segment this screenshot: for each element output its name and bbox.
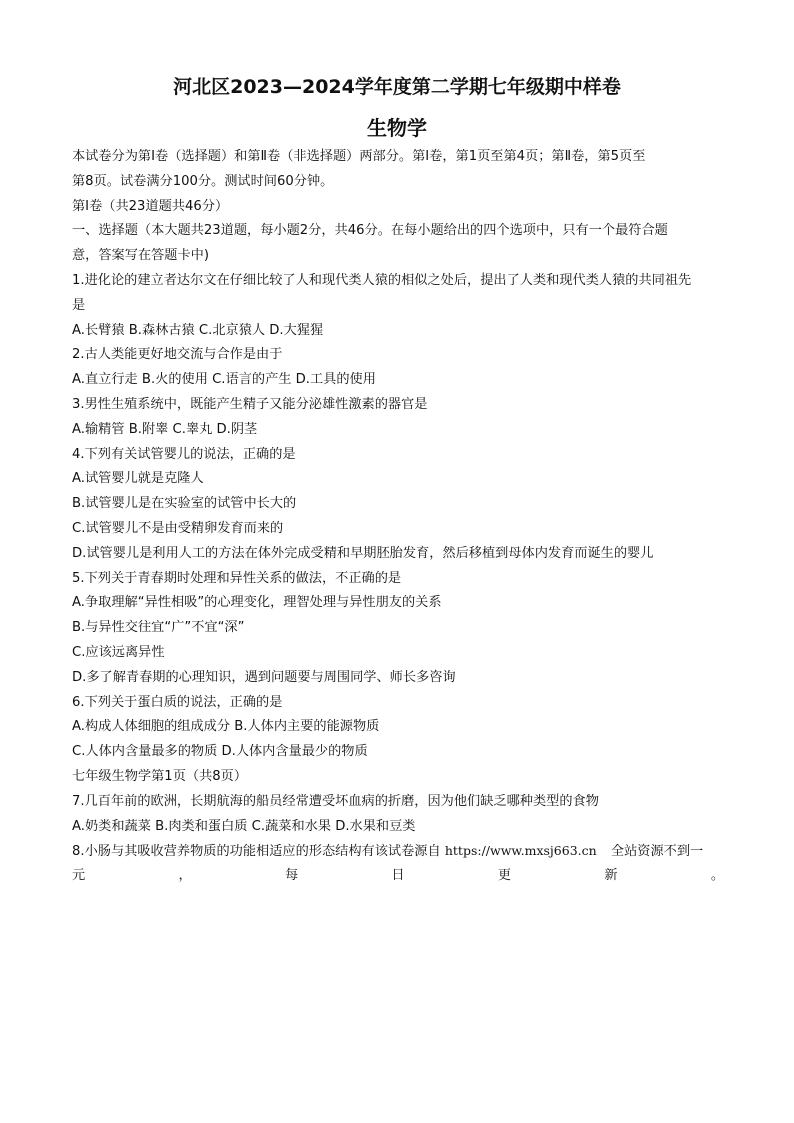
question-option: C.试管婴儿不是由受精卵发育而来的: [72, 520, 284, 536]
instructions: 意，答案写在答题卡中): [72, 248, 210, 264]
question-option: C.应该远离异性: [72, 644, 165, 660]
question-options: A.奶类和蔬菜 B.肉类和蛋白质 C.蔬菜和水果 D.水果和豆类: [72, 818, 416, 834]
question-options: A.直立行走 B.火的使用 C.语言的产生 D.工具的使用: [72, 372, 376, 388]
question-stem: 3.男性生殖系统中，既能产生精子又能分泌雄性激素的器官是: [72, 396, 428, 412]
question-option: D.试管婴儿是利用人工的方法在体外完成受精和早期胚胎发育，然后移植到母体内发育而诞生的婴儿: [72, 545, 654, 561]
question-stem: 4.下列有关试管婴儿的说法，正确的是: [72, 446, 296, 462]
intro-line: 第8页。试卷满分100分。测试时间60分钟。: [72, 173, 334, 189]
question-option: B.试管婴儿是在实验室的试管中长大的: [72, 496, 297, 512]
source-url: https://www.mxsj663.cn: [444, 843, 597, 859]
question-options: A.长臂猿 B.森林古猿 C.北京猿人 D.大猩猩: [72, 322, 324, 338]
spread-char: 日: [391, 868, 405, 884]
instructions: 一、选择题（本大题共23道题，每小题2分，共46分。在每小题给出的四个选项中，只有一个最符合题: [72, 223, 668, 239]
question-option: D.多了解青春期的心理知识，遇到问题要与周围同学、师长多咨询: [72, 669, 456, 685]
question-option: A.试管婴儿就是克隆人: [72, 471, 204, 487]
spread-char: ，: [178, 868, 192, 884]
spread-char: 元: [72, 868, 86, 884]
question-stem: 2.古人类能更好地交流与合作是由于: [72, 347, 283, 363]
question-text: 8.小肠与其吸收营养物质的功能相适应的形态结构有该试卷源自: [72, 844, 441, 860]
spread-char: 每: [284, 868, 299, 884]
question-options: A.输精管 B.附睾 C.睾丸 D.阴茎: [72, 421, 258, 437]
question-stem: 7.几百年前的欧洲，长期航海的船员经常遭受坏血病的折磨，因为他们缺乏哪种类型的食物: [72, 793, 599, 809]
question-stem: 是: [72, 297, 86, 313]
spread-char: 。: [710, 868, 724, 884]
intro-line: 本试卷分为第Ⅰ卷（选择题）和第Ⅱ卷（非选择题）两部分。第Ⅰ卷，第1页至第4页；第Ⅱ卷，第5页至: [72, 149, 646, 164]
subject-title: 生物学: [367, 116, 427, 140]
exam-body: [72, 145, 724, 889]
question-option: B.与异性交往宜“广”不宜“深”: [72, 620, 245, 636]
exam-title: 河北区2023—2024学年度第二学期七年级期中样卷: [173, 76, 621, 98]
question-options: A.构成人体细胞的组成成分 B.人体内主要的能源物质: [72, 719, 380, 735]
question-stem: [72, 839, 724, 864]
page-footer: 七年级生物学第1页（共8页）: [72, 768, 248, 784]
question-stem: 1.进化论的建立者达尔文在仔细比较了人和现代类人猿的相似之处后，提出了人类和现代类人猿的共同祖先: [72, 272, 692, 288]
question-stem: 6.下列关于蛋白质的说法，正确的是: [72, 694, 283, 710]
question-options: C.人体内含量最多的物质 D.人体内含量最少的物质: [72, 744, 368, 760]
spread-line: [72, 864, 724, 889]
section-heading: 第Ⅰ卷（共23道题共46分）: [72, 198, 229, 214]
spread-char: 更: [497, 868, 512, 884]
question-option: A.争取理解“异性相吸”的心理变化，理智处理与异性朋友的关系: [72, 595, 442, 611]
question-stem: 5.下列关于青春期时处理和异性关系的做法，不正确的是: [72, 570, 402, 586]
question-text: 全站资源不到一: [610, 844, 704, 860]
spread-char: 新: [604, 868, 618, 884]
